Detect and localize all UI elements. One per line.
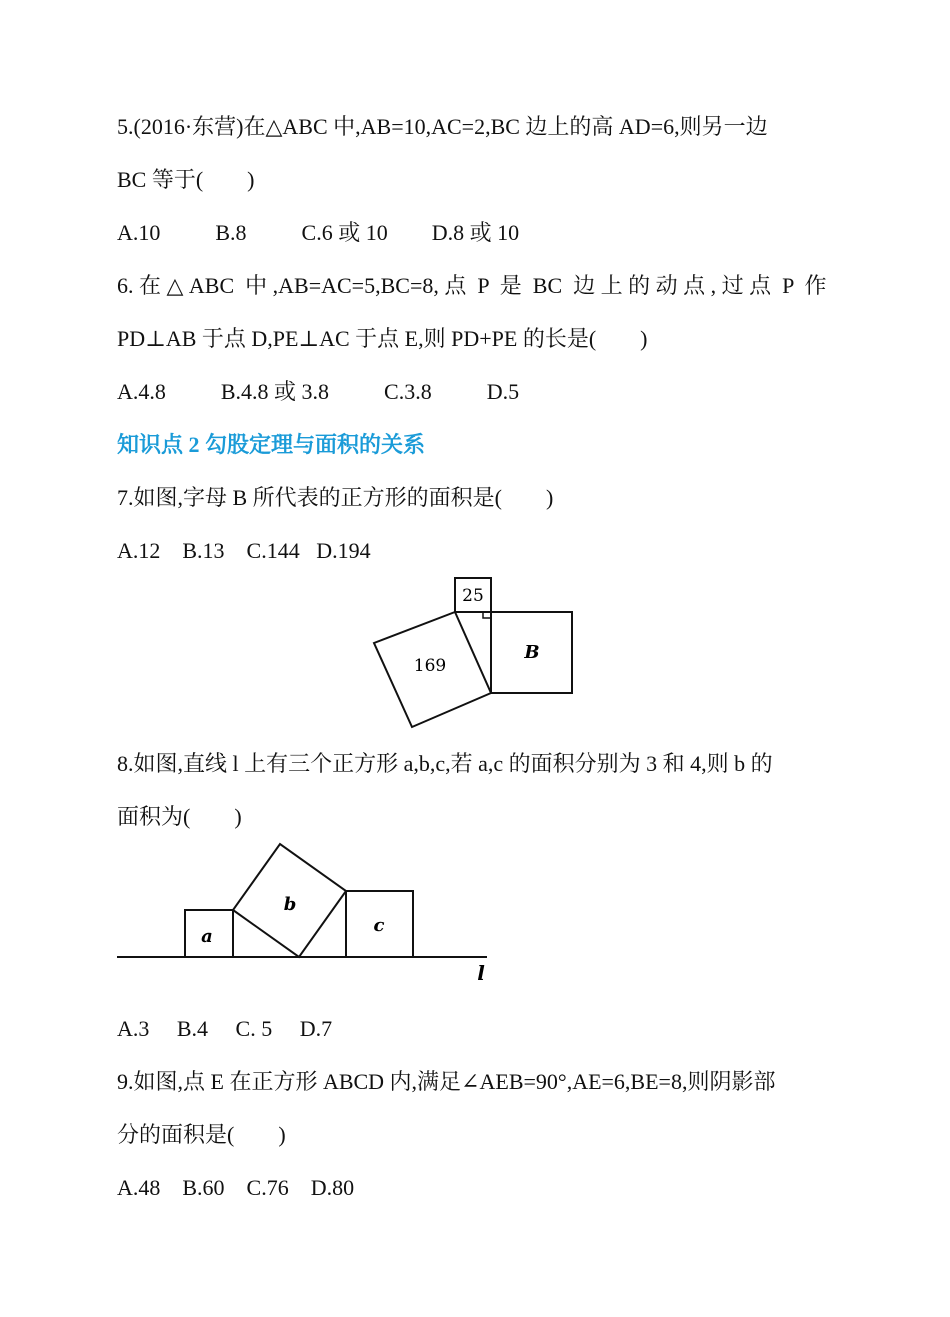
q8-square-c-label: c (373, 915, 385, 936)
q6-options: A.4.8 B.4.8 或 3.8 C.3.8 D.5 (117, 379, 520, 404)
q8-figure (112, 835, 502, 995)
q6-stem-line2: PD⊥AB 于点 D,PE⊥AC 于点 E,则 PD+PE 的长是( ) (117, 326, 648, 351)
q7-small-square-label: 25 (462, 586, 484, 606)
q8-square-b-label: b (283, 894, 297, 915)
q7-options: A.12 B.13 C.144 D.194 (117, 538, 371, 563)
section-heading: 知识点 2 勾股定理与面积的关系 (117, 432, 426, 457)
q9-stem-line1: 9.如图,点 E 在正方形 ABCD 内,满足∠AEB=90°,AE=6,BE=8,则阴影部 (117, 1069, 776, 1094)
q7-figure (360, 570, 590, 735)
q5-options: A.10 B.8 C.6 或 10 D.8 或 10 (117, 220, 520, 245)
q8-line-l-label: l (477, 961, 485, 985)
q9-options: A.48 B.60 C.76 D.80 (117, 1175, 355, 1200)
q8-stem-line2: 面积为( ) (117, 804, 242, 829)
q8-square-a-label: a (201, 926, 213, 947)
q7-large-square-label: 169 (413, 656, 447, 676)
q8-options: A.3 B.4 C. 5 D.7 (117, 1016, 333, 1041)
q9-stem-line2: 分的面积是( ) (117, 1122, 286, 1147)
q8-stem-line1: 8.如图,直线 l 上有三个正方形 a,b,c,若 a,c 的面积分别为 3 和 4,则 b 的 (117, 751, 773, 776)
q5-stem-line2: BC 等于( ) (117, 167, 255, 192)
q6-stem-line1: 6. 在 △ ABC 中 ,AB=AC=5,BC=8, 点 P 是 BC 边 上 的 动 点 , 过 点 P 作 (117, 273, 827, 298)
q7-square-b-label: B (524, 642, 540, 663)
q5-stem-line1: 5.(2016·东营)在△ABC 中,AB=10,AC=2,BC 边上的高 AD=6,则另一边 (117, 114, 768, 139)
q7-stem: 7.如图,字母 B 所代表的正方形的面积是( ) (117, 485, 554, 510)
